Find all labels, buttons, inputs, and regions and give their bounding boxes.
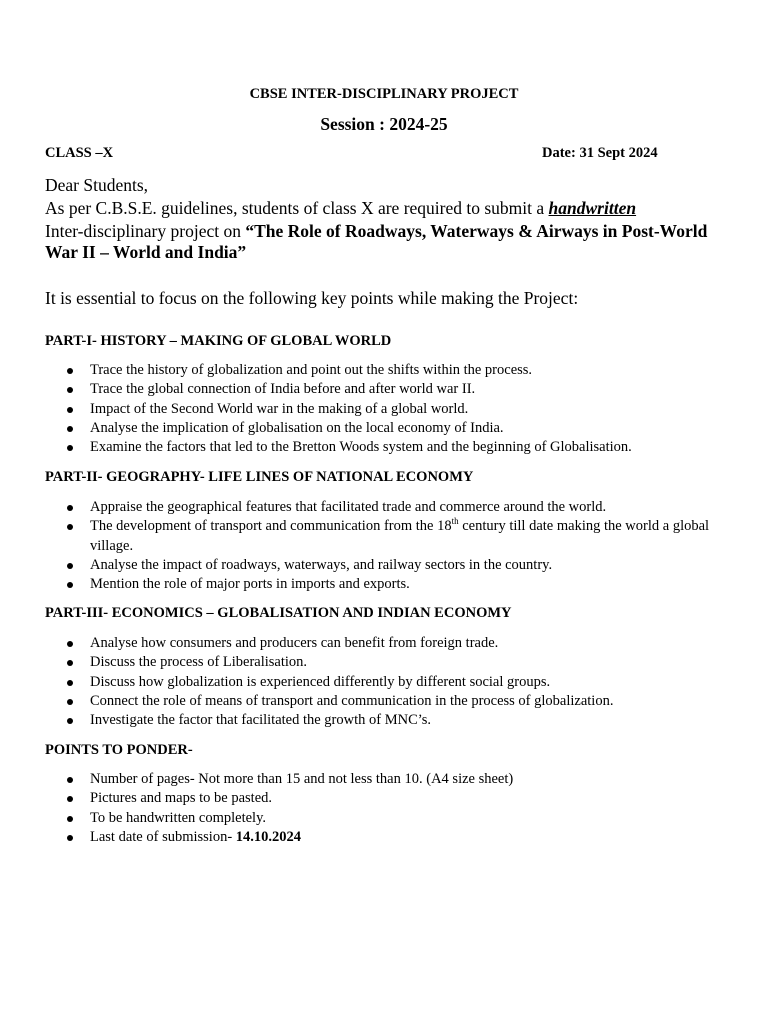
list-item: Examine the factors that led to the Bretton Woods system and the beginning of Globalisation. (64, 438, 724, 457)
project-title-line-2: War II – World and India” (45, 242, 247, 262)
session-label: Session : 2024-25 (320, 114, 448, 134)
intro-line-1 (45, 198, 636, 219)
list-item: Mention the role of major ports in imports and exports. (64, 575, 724, 594)
intro-line-2 (45, 221, 707, 242)
intro-line-1-text: As per C.B.S.E. guidelines, students of class X are required to submit a (45, 198, 549, 218)
list-item: To be handwritten completely. (64, 809, 724, 828)
last-date-label: Last date of submission- (90, 828, 236, 845)
part3-heading: PART-III- ECONOMICS – GLOBALISATION AND INDIAN ECONOMY (45, 605, 512, 621)
list-item: Investigate the factor that facilitated the growth of MNC’s. (64, 711, 724, 730)
intro-line-2-text: Inter-disciplinary project on (45, 221, 246, 241)
focus-text: It is essential to focus on the following key points while making the Project: (45, 288, 579, 308)
list-item-text: The development of transport and communication from the 18 (90, 518, 452, 535)
list-item: Impact of the Second World war in the making of a global world. (64, 400, 724, 419)
list-item: Trace the global connection of India before and after world war II. (64, 380, 724, 399)
superscript: th (451, 516, 459, 527)
part3-list (64, 634, 724, 730)
greeting: Dear Students, (45, 175, 149, 195)
part2-list (64, 498, 724, 594)
list-item: Analyse how consumers and producers can benefit from foreign trade. (64, 634, 724, 653)
class-label: CLASS –X (45, 145, 114, 161)
list-item (64, 517, 724, 556)
ponder-heading: POINTS TO PONDER- (45, 742, 193, 758)
part2-heading: PART-II- GEOGRAPHY- LIFE LINES OF NATIONAL ECONOMY (45, 469, 474, 485)
list-item (64, 828, 724, 847)
list-item: Discuss the process of Liberalisation. (64, 653, 724, 672)
project-title-line-1: “The Role of Roadways, Waterways & Airways in Post-World (245, 221, 708, 241)
list-item: Appraise the geographical features that facilitated trade and commerce around the world. (64, 498, 724, 517)
list-item-text: century till date making the world a global village. (90, 518, 710, 554)
list-item: Analyse the implication of globalisation on the local economy of India. (64, 419, 724, 438)
part1-heading: PART-I- HISTORY – MAKING OF GLOBAL WORLD (45, 333, 392, 349)
list-item: Connect the role of means of transport and communication in the process of globalization. (64, 692, 724, 711)
list-item: Pictures and maps to be pasted. (64, 789, 724, 808)
ponder-list (64, 770, 724, 847)
document-title: CBSE INTER-DISCIPLINARY PROJECT (249, 86, 519, 102)
date-label: Date: 31 Sept 2024 (542, 145, 658, 161)
list-item: Analyse the impact of roadways, waterways, and railway sectors in the country. (64, 556, 724, 575)
list-item: Number of pages- Not more than 15 and not less than 10. (A4 size sheet) (64, 770, 724, 789)
last-date-value: 14.10.2024 (235, 828, 302, 845)
handwritten-emphasis: handwritten (548, 198, 637, 218)
list-item: Discuss how globalization is experienced differently by different social groups. (64, 673, 724, 692)
part1-list (64, 361, 724, 457)
list-item: Trace the history of globalization and point out the shifts within the process. (64, 361, 724, 380)
